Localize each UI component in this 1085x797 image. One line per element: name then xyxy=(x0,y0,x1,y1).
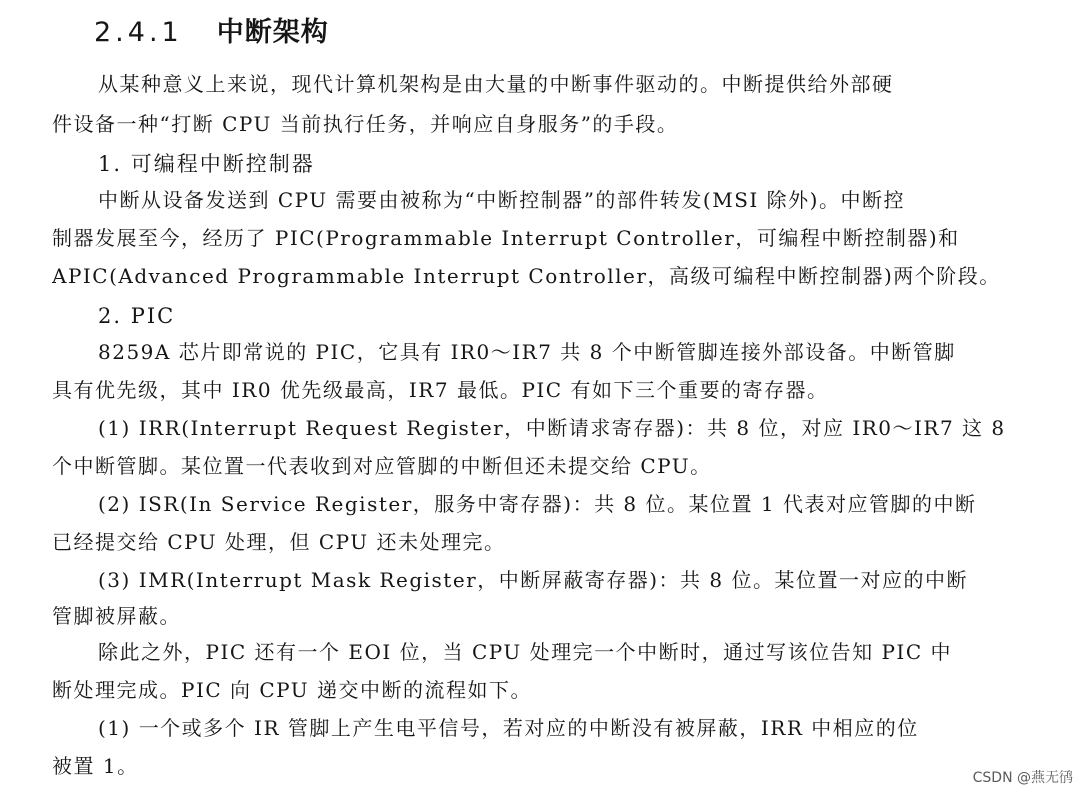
paragraph-line: 个中断管脚。某位置一代表收到对应管脚的中断但还未提交给 CPU。 xyxy=(52,454,712,478)
subsection-title: 2. PIC xyxy=(98,304,176,328)
paragraph-line: 已经提交给 CPU 处理，但 CPU 还未处理完。 xyxy=(52,530,506,554)
subsection-title: 1. 可编程中断控制器 xyxy=(98,152,315,176)
paragraph-line: (1) 一个或多个 IR 管脚上产生电平信号，若对应的中断没有被屏蔽，IRR 中相应的位 xyxy=(98,716,919,740)
csdn-watermark: CSDN @燕无鸻 xyxy=(972,770,1073,786)
paragraph-line: (2) ISR(In Service Register，服务中寄存器)：共 8 位。某位置 1 代表对应管脚的中断 xyxy=(98,492,977,516)
paragraph-line: 被置 1。 xyxy=(52,754,139,778)
paragraph-line: (3) IMR(Interrupt Mask Register，中断屏蔽寄存器)：共 8 位。某位置一对应的中断 xyxy=(98,568,968,592)
paragraph-line: 制器发展至今，经历了 PIC(Programmable Interrupt Controller，可编程中断控制器)和 xyxy=(52,226,960,250)
paragraph-line: 具有优先级，其中 IR0 优先级最高，IR7 最低。PIC 有如下三个重要的寄存器。 xyxy=(52,378,829,402)
paragraph-line: 管脚被屏蔽。 xyxy=(52,604,181,628)
section-heading xyxy=(94,10,329,49)
paragraph-line: APIC(Advanced Programmable Interrupt Controller，高级可编程中断控制器)两个阶段。 xyxy=(52,264,1001,288)
paragraph-line: 断处理完成。PIC 向 CPU 递交中断的流程如下。 xyxy=(52,678,532,702)
paragraph-line: 8259A 芯片即常说的 PIC，它具有 IR0～IR7 共 8 个中断管脚连接外部设备。中断管脚 xyxy=(98,340,956,364)
section-number: 2.4.1 xyxy=(94,17,183,48)
section-title: 中断架构 xyxy=(216,17,329,48)
paragraph-line: (1) IRR(Interrupt Request Register，中断请求寄存器)：共 8 位，对应 IR0～IR7 这 8 xyxy=(98,416,1006,440)
paragraph-line: 除此之外，PIC 还有一个 EOI 位，当 CPU 处理完一个中断时，通过写该位告知 PIC 中 xyxy=(98,640,952,664)
paragraph-line: 件设备一种“打断 CPU 当前执行任务，并响应自身服务”的手段。 xyxy=(52,112,679,136)
paragraph-line: 中断从设备发送到 CPU 需要由被称为“中断控制器”的部件转发(MSI 除外)。中断控 xyxy=(98,188,905,212)
paragraph-line: 从某种意义上来说，现代计算机架构是由大量的中断事件驱动的。中断提供给外部硬 xyxy=(98,72,894,96)
